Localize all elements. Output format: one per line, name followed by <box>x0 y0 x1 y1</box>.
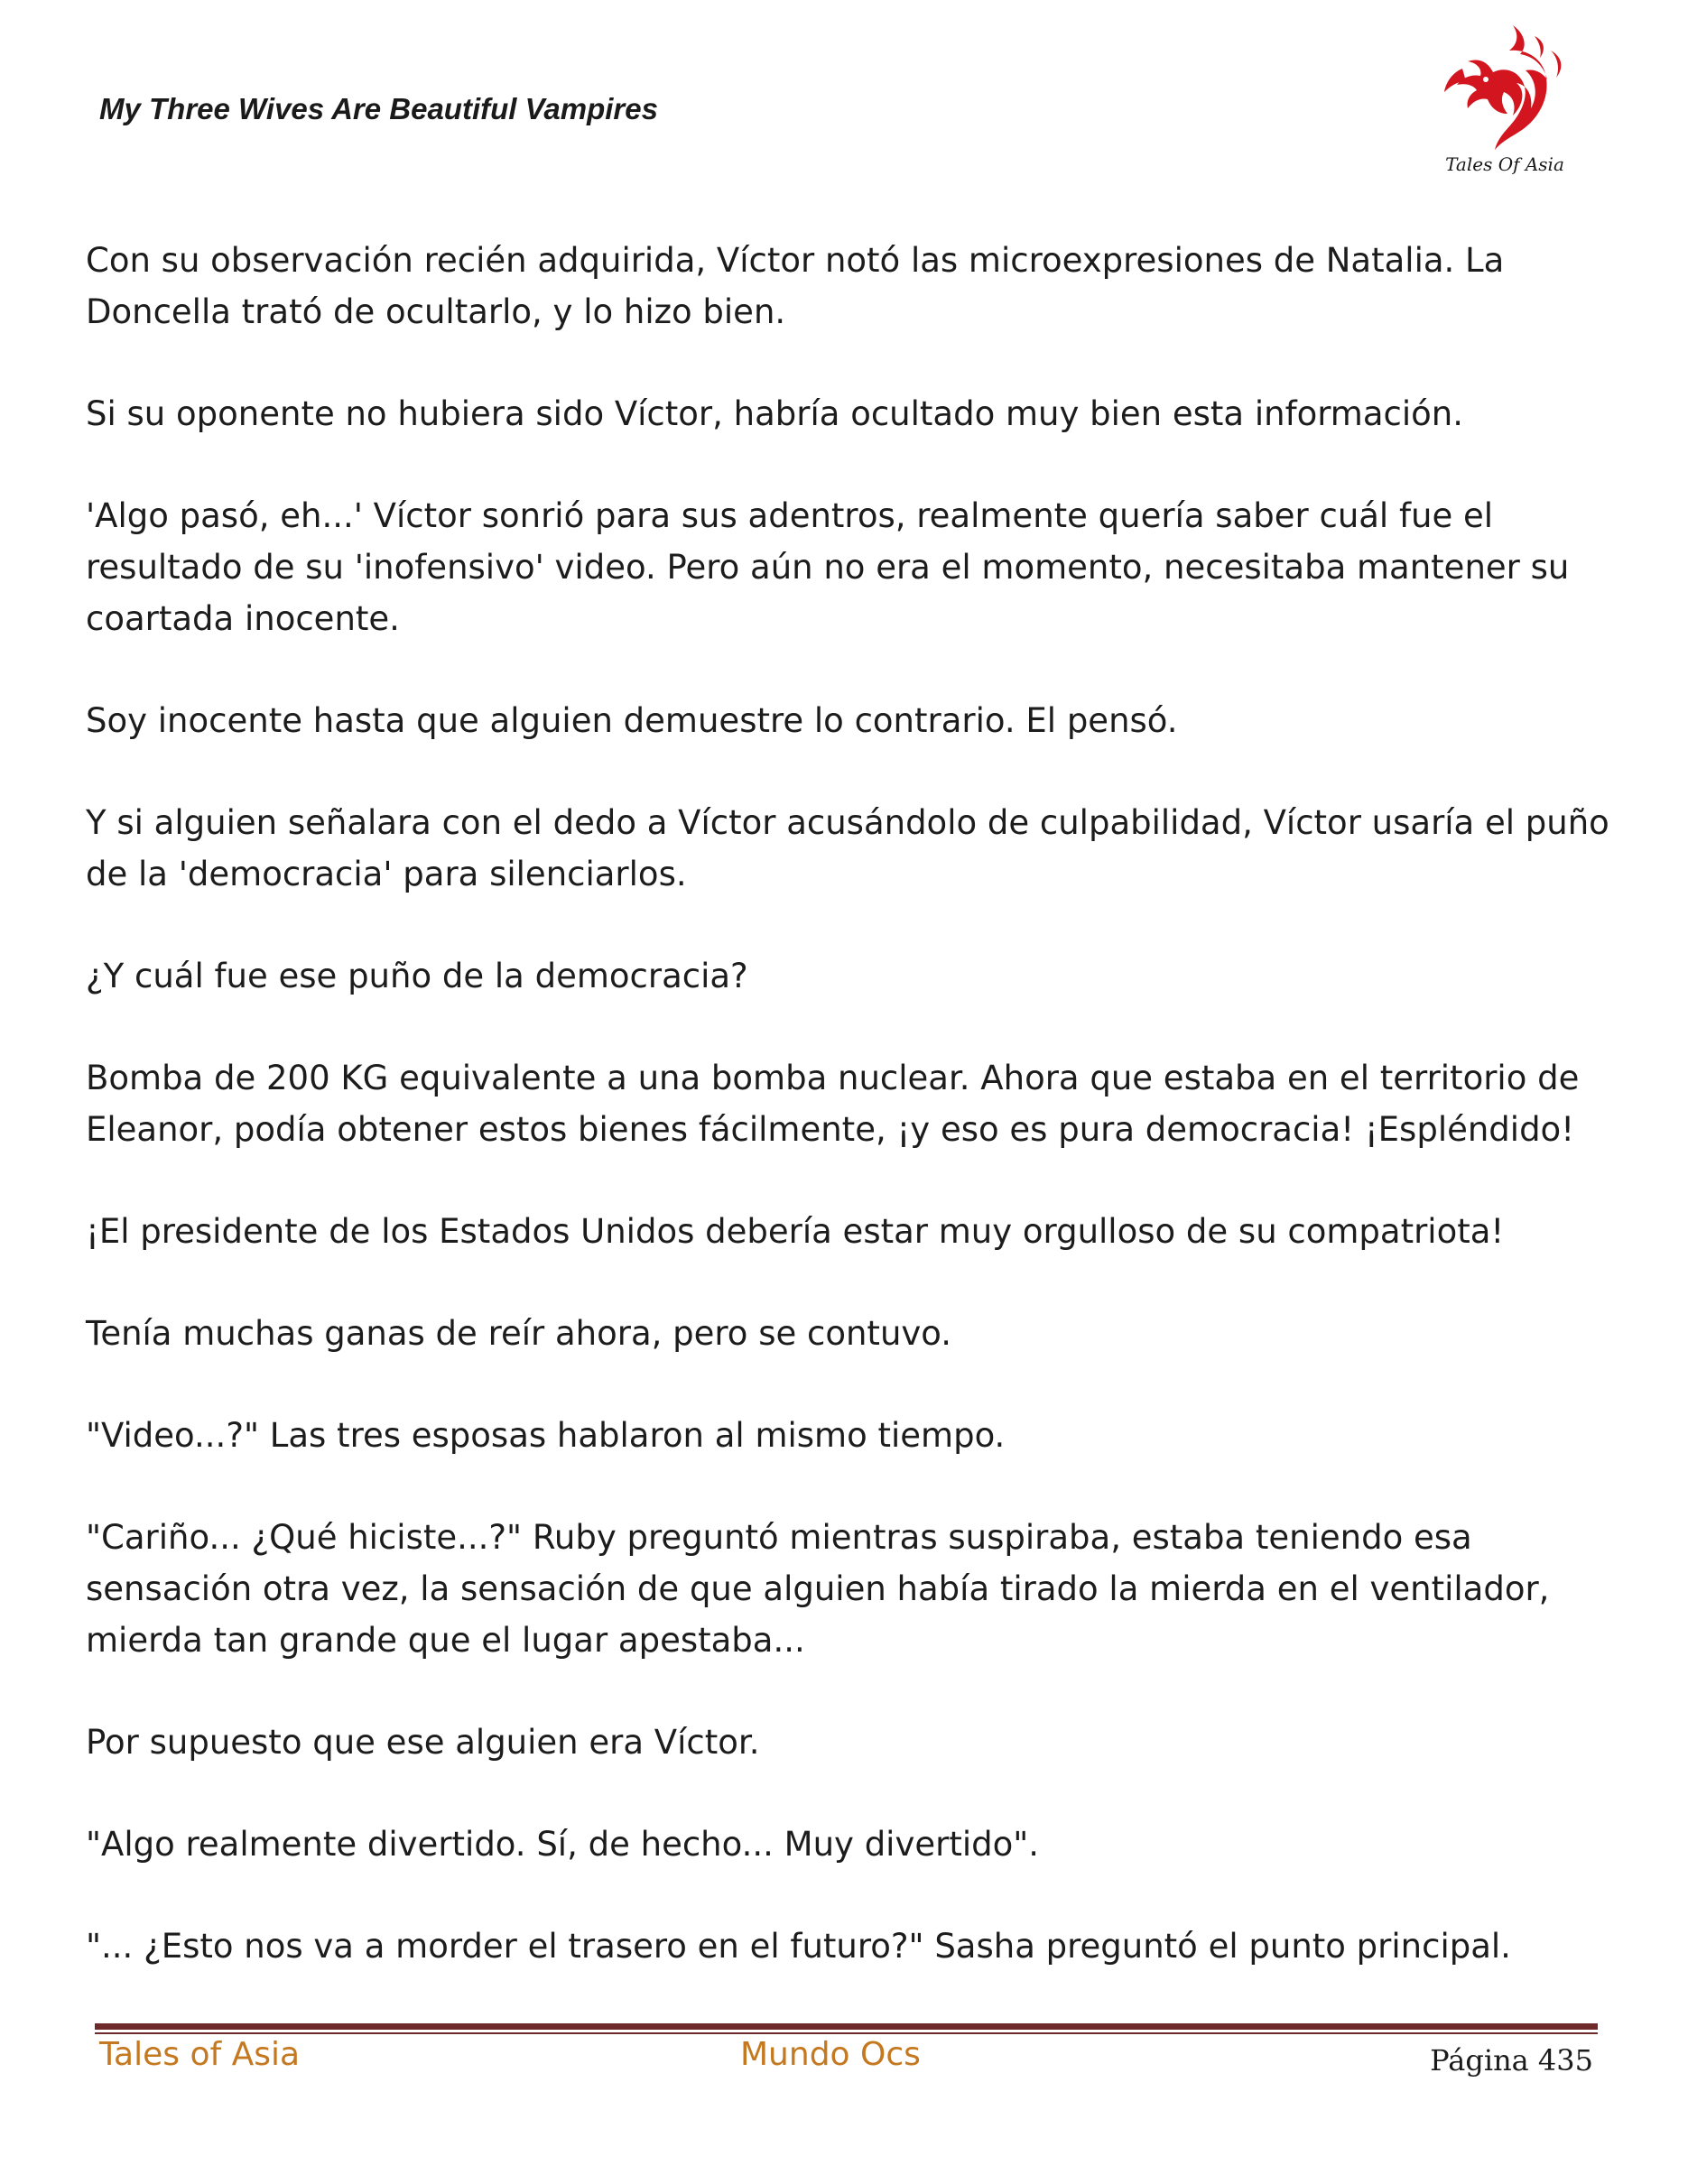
paragraph: Con su observación recién adquirida, Víctor notó las microexpresiones de Natalia. La Doncella trató de ocultarlo, y lo hizo bien. <box>86 241 1505 331</box>
footer-site: Mundo Ocs <box>740 2036 921 2073</box>
paragraph: Bomba de 200 KG equivalente a una bomba nuclear. Ahora que estaba en el territorio de Eleanor, podía obtener estos bienes fácilmente, ¡y eso es pura democracia! ¡Espléndido! <box>86 1059 1580 1149</box>
footer-divider-thin <box>95 2032 1598 2034</box>
paragraph: Si su oponente no hubiera sido Víctor, habría ocultado muy bien esta información. <box>86 394 1463 433</box>
red-dragon-logo-icon <box>1426 18 1571 153</box>
paragraph: "Video...?" Las tres esposas hablaron al mismo tiempo. <box>86 1416 1006 1455</box>
page-number: Página 435 <box>1430 2043 1593 2078</box>
book-title: My Three Wives Are Beautiful Vampires <box>99 92 658 125</box>
paragraph: "... ¿Esto nos va a morder el trasero en el futuro?" Sasha preguntó el punto principal. <box>86 1927 1511 1966</box>
paragraph: Por supuesto que ese alguien era Víctor. <box>86 1723 760 1762</box>
paragraph: "Cariño... ¿Qué hiciste...?" Ruby preguntó mientras suspiraba, estaba teniendo esa sensación otra vez, la sensación de que alguien había tirado la mierda en el ventilador, mierda tan grande que el lugar apestaba... <box>86 1518 1550 1660</box>
paragraph: "Algo realmente divertido. Sí, de hecho... Muy divertido". <box>86 1825 1040 1864</box>
tales-of-asia-logo <box>1426 18 1571 180</box>
logo-caption: Tales Of Asia <box>1445 153 1564 175</box>
paragraph: 'Algo pasó, eh...' Víctor sonrió para sus adentros, realmente quería saber cuál fue el resultado de su 'inofensivo' video. Pero aún no era el momento, necesitaba mantener su coartada inocente. <box>86 496 1570 638</box>
paragraph: Y si alguien señalara con el dedo a Víctor acusándolo de culpabilidad, Víctor usaría el puño de la 'democracia' para silenciarlos. <box>86 803 1609 893</box>
footer-publisher: Tales of Asia <box>99 2036 301 2073</box>
chapter-body <box>86 235 1611 2022</box>
footer-divider-thick <box>95 2023 1598 2030</box>
paragraph: Tenía muchas ganas de reír ahora, pero se contuvo. <box>86 1314 952 1353</box>
paragraph: ¿Y cuál fue ese puño de la democracia? <box>86 957 748 995</box>
paragraph: ¡El presidente de los Estados Unidos debería estar muy orgulloso de su compatriota! <box>86 1212 1505 1251</box>
paragraph: Soy inocente hasta que alguien demuestre lo contrario. El pensó. <box>86 701 1178 740</box>
